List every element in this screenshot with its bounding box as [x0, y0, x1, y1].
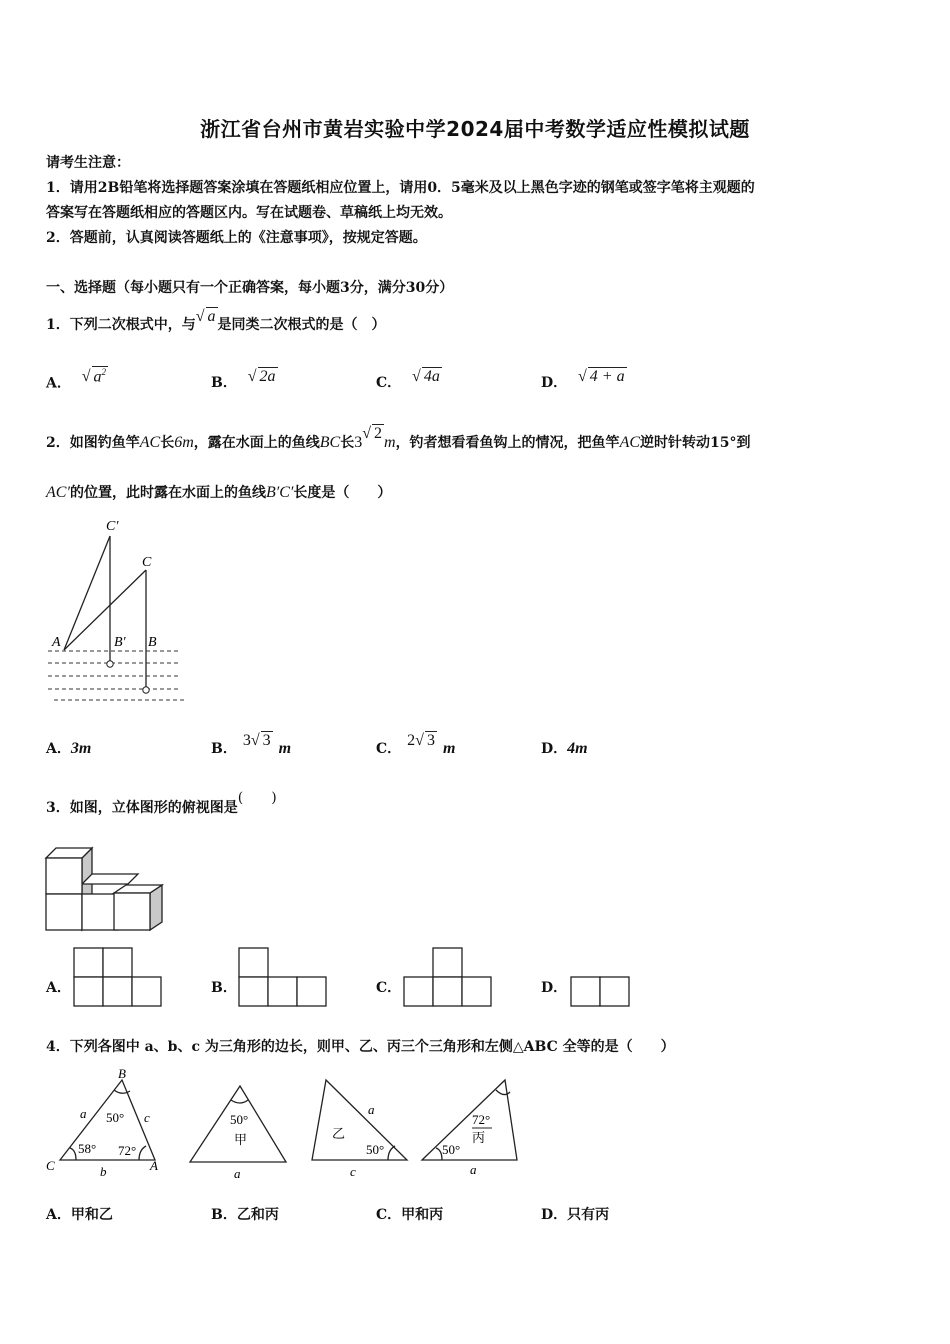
q2-ac: AC [139, 434, 161, 451]
yi-angle: 50° [366, 1142, 385, 1157]
yi-side-a: a [368, 1102, 375, 1117]
section-heading: 一、选择题（每小题只有一个正确答案，每小题3分，满分30分） [46, 280, 454, 296]
q4-option-c[interactable] [376, 1204, 443, 1224]
q1-option-c[interactable]: C． √ 4a [376, 368, 440, 391]
solid-figure [40, 842, 170, 937]
q3-option-c-view[interactable] [403, 947, 495, 1009]
q3-option-d-label[interactable]: D． [541, 980, 568, 996]
option-text: 乙和丙 [236, 1207, 279, 1223]
q1-option-d[interactable]: D． √ 4 + a [541, 368, 625, 391]
option-text: 甲和乙 [70, 1207, 113, 1223]
option-label: D． [541, 741, 568, 757]
abc-side-b: b [100, 1164, 107, 1179]
option-label: C． [376, 1207, 402, 1223]
q1-radicand: a [207, 308, 216, 325]
label-c-prime: C′ [106, 519, 119, 534]
radicand: 4a [423, 368, 440, 385]
q3-option-d-view[interactable] [570, 976, 634, 1009]
abc-side-c: c [144, 1110, 150, 1125]
q2-len-val: 6m [174, 434, 194, 451]
coef: 3 [242, 732, 251, 749]
q1-option-b[interactable]: B． √ 2a [211, 368, 276, 391]
q3-option-c-label[interactable]: C． [376, 980, 402, 996]
label-c: C [142, 555, 152, 570]
option-label: C． [376, 741, 402, 757]
label-a: A [52, 635, 61, 650]
q2-unit: m [384, 434, 396, 451]
notice-line-2: 答案写在答题纸相应的答题区内。写在试题卷、草稿纸上均无效。 [46, 205, 452, 221]
q2-stem-a: 2．如图钓鱼竿 [46, 435, 140, 451]
radicand: 2a [259, 368, 276, 385]
q4-option-b[interactable] [211, 1204, 279, 1224]
radicand: 3 [426, 732, 435, 749]
question-4: 4．下列各图中 a、b、c 为三角形的边长，则甲、乙、丙三个三角形和左侧△ABC 全等的是（ ） [46, 1039, 675, 1055]
bing-angle-1: 72° [472, 1112, 491, 1127]
abc-label-b: B [118, 1066, 126, 1081]
option-label: D． [541, 1207, 568, 1223]
q2-coef: 3 [354, 434, 363, 451]
q3-option-b-view[interactable] [238, 947, 330, 1009]
option-label: A． [46, 1207, 71, 1223]
q2-option-a[interactable] [46, 738, 91, 758]
abc-angle-a: 72° [118, 1143, 137, 1158]
option-label: B． [211, 741, 237, 757]
fishing-rod-figure [40, 512, 200, 707]
q2-len-word: 长 [160, 435, 175, 451]
triangles-figure [40, 1066, 530, 1181]
q1-stem-b: 是同类二次根式的是（ ） [217, 317, 386, 333]
abc-angle-b: 50° [106, 1110, 125, 1125]
question-1: 1．下列二次根式中，与√ a 是同类二次根式的是（ ） [46, 308, 386, 333]
exponent: 2 [101, 367, 107, 377]
q2-line2-b: 的位置，此时露在水面上的鱼线 [69, 485, 266, 501]
q2-rotate: 逆时针转动15°到 [640, 435, 751, 451]
option-text: 3m [70, 740, 92, 757]
label-b-prime: B′ [114, 635, 126, 650]
jia-side: a [234, 1166, 241, 1181]
yi-name: 乙 [332, 1126, 346, 1141]
bing-side: a [470, 1162, 477, 1177]
q2-rad: 2 [374, 425, 382, 442]
q3-option-a-label[interactable]: A． [46, 980, 71, 996]
option-label: D． [541, 375, 568, 391]
q3-option-b-label[interactable]: B． [211, 980, 237, 996]
q2-bpcp: B′C′ [265, 484, 294, 501]
option-label: B． [211, 375, 237, 391]
q2-bc: BC [319, 434, 341, 451]
bing-name: 丙 [472, 1130, 486, 1145]
q2-option-c[interactable]: C． 2√ 3 m [376, 732, 456, 757]
q3-option-a-view[interactable] [73, 947, 165, 1009]
radicand: 4 + a [589, 368, 625, 385]
jia-name: 甲 [234, 1132, 248, 1147]
option-label: A． [46, 741, 71, 757]
question-2-line-1: 2．如图钓鱼竿AC长6m，露在水面上的鱼线BC长3√ 2m，钓者想看看鱼钩上的情况，把鱼竿AC逆时针转动15°到 [46, 425, 751, 451]
q2-option-d[interactable] [541, 738, 588, 758]
radicand: 3 [262, 732, 271, 749]
abc-label-c: C [46, 1158, 55, 1173]
jia-angle: 50° [230, 1112, 249, 1127]
q2-stem-b: ，钓者想看看鱼钩上的情况，把鱼竿 [395, 435, 620, 451]
page-title: 浙江省台州市黄岩实验中学2024届中考数学适应性模拟试题 [200, 117, 750, 141]
q2-mid: ，露在水面上的鱼线 [193, 435, 320, 451]
abc-side-a: a [80, 1106, 87, 1121]
abc-angle-c: 58° [78, 1141, 97, 1156]
coef: 2 [407, 732, 416, 749]
option-text: 4m [567, 740, 588, 757]
question-3 [46, 790, 277, 817]
q4-option-d[interactable] [541, 1204, 609, 1224]
q1-option-a[interactable]: A． √ $a^2$ [46, 367, 107, 392]
q3-stem: 3．如图，立体图形的俯视图是 [46, 800, 238, 816]
notice-heading: 请考生注意： [46, 155, 130, 171]
q4-option-a[interactable] [46, 1204, 113, 1224]
option-text: 只有丙 [567, 1207, 610, 1223]
notice-line-3: 2．答题前，认真阅读答题纸上的《注意事项》，按规定答题。 [46, 230, 427, 246]
radicand: a [93, 368, 102, 386]
q1-stem-a: 1．下列二次根式中，与 [46, 317, 196, 333]
q2-option-b[interactable]: B． 3√ 3 m [211, 732, 292, 757]
notice-line-1: 1．请用2B铅笔将选择题答案涂填在答题纸相应位置上，请用0．5毫米及以上黑色字迹的钢笔或签字笔将主观题的 [46, 180, 755, 196]
unit: m [442, 740, 456, 757]
q2-line2-c: 长度是（ ） [293, 485, 392, 501]
unit: m [278, 740, 292, 757]
label-b: B [148, 635, 157, 650]
q3-paren: ( ) [237, 790, 277, 806]
abc-label-a: A [150, 1158, 158, 1173]
option-label: A． [46, 375, 71, 392]
bing-angle-2: 50° [442, 1142, 461, 1157]
option-label: B． [211, 1207, 237, 1223]
yi-side-c: c [350, 1164, 356, 1179]
q2-acp: AC′ [46, 484, 70, 501]
q2-ac-2: AC [619, 434, 641, 451]
q2-len-word-2: 长 [340, 435, 355, 451]
option-text: 甲和丙 [401, 1207, 444, 1223]
option-label: C． [376, 375, 402, 391]
question-2-line-2 [46, 482, 391, 502]
